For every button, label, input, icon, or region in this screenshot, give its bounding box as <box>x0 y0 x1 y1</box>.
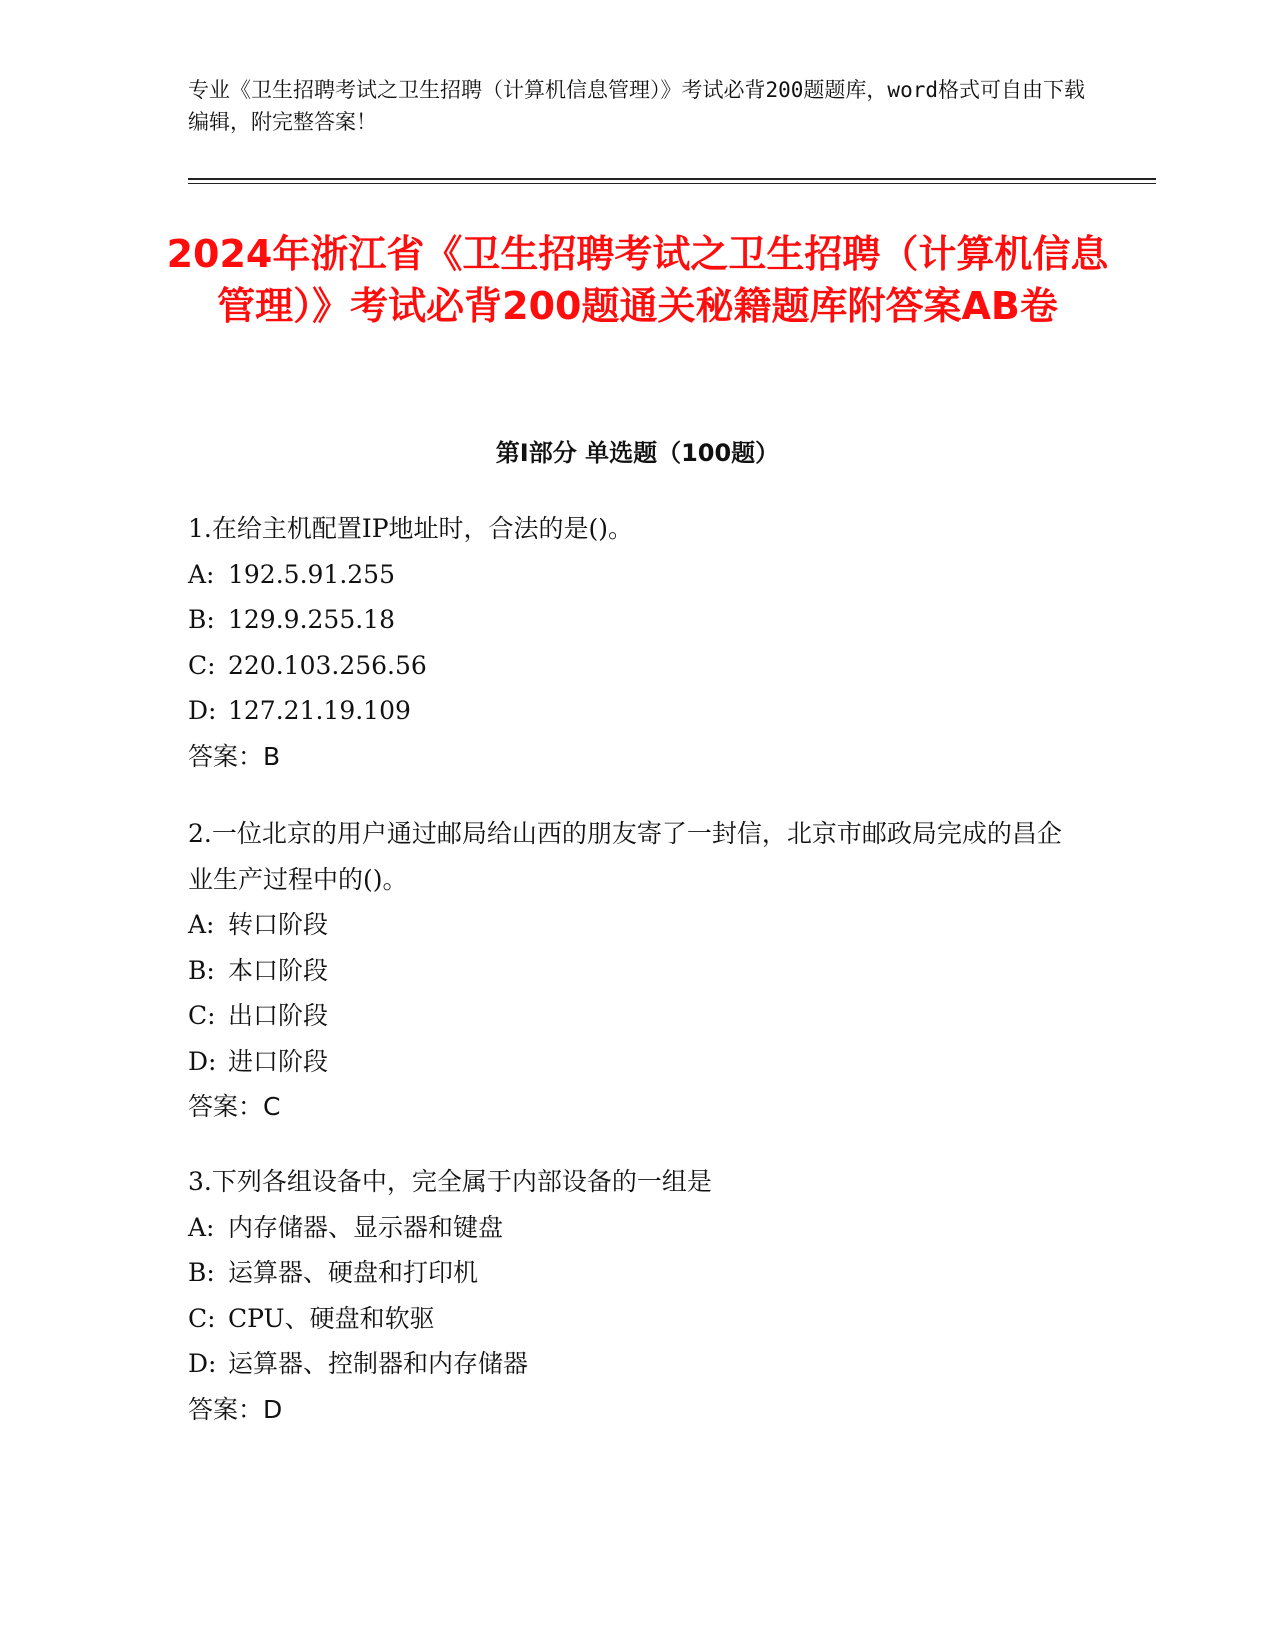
option-d <box>188 688 1068 734</box>
option-key: C: <box>188 650 216 680</box>
option-key: C: <box>188 1001 216 1030</box>
option-text: 220.103.256.56 <box>228 650 427 680</box>
option-text: 129.9.255.18 <box>228 605 395 634</box>
header-note: 专业《卫生招聘考试之卫生招聘（计算机信息管理）》考试必背200题题库，word格式可自由下载编辑，附完整答案！ <box>188 78 1085 134</box>
option-d <box>188 1341 1068 1387</box>
question-stem: 2.一位北京的用户通过邮局给山西的朋友寄了一封信，北京市邮政局完成的昌企业生产过程中的()。 <box>188 819 1062 894</box>
option-text: 本口阶段 <box>228 955 329 985</box>
answer-line: 答案：C <box>188 1092 281 1121</box>
question-1 <box>188 506 1068 779</box>
option-key: A: <box>188 910 215 939</box>
option-key: B: <box>188 1258 215 1287</box>
header-divider-thin <box>188 183 1156 184</box>
option-key: A: <box>188 1212 215 1242</box>
option-b <box>188 948 1068 994</box>
question-stem: 1.在给主机配置IP地址时，合法的是()。 <box>188 514 634 543</box>
option-key: B: <box>188 605 215 634</box>
option-a <box>188 552 1068 598</box>
question-2 <box>188 811 1068 1130</box>
option-c <box>188 643 1068 689</box>
option-text: 进口阶段 <box>228 1046 329 1076</box>
option-key: B: <box>188 955 215 985</box>
option-key: C: <box>188 1303 216 1333</box>
document-title: 2024年浙江省《卫生招聘考试之卫生招聘（计算机信息管理）》考试必背200题通关秘籍题库附答案AB卷 <box>166 232 1109 328</box>
answer-line: 答案：B <box>188 741 281 771</box>
option-text: 内存储器、显示器和键盘 <box>228 1212 504 1242</box>
option-text: 127.21.19.109 <box>228 696 411 725</box>
option-c <box>188 1296 1068 1342</box>
option-b <box>188 597 1068 643</box>
option-text: 转口阶段 <box>228 910 329 939</box>
question-stem: 3.下列各组设备中，完全属于内部设备的一组是 <box>188 1167 712 1196</box>
option-c <box>188 993 1068 1039</box>
option-text: 运算器、控制器和内存储器 <box>228 1349 529 1378</box>
option-a <box>188 902 1068 948</box>
option-text: CPU、硬盘和软驱 <box>228 1303 435 1333</box>
option-text: 192.5.91.255 <box>228 559 395 589</box>
option-key: D: <box>188 696 217 725</box>
option-key: D: <box>188 1046 217 1076</box>
option-key: A: <box>188 559 215 589</box>
option-text: 出口阶段 <box>228 1001 329 1030</box>
answer-line: 答案：D <box>188 1394 283 1424</box>
option-d <box>188 1039 1068 1085</box>
option-a <box>188 1205 1068 1251</box>
option-key: D: <box>188 1349 217 1378</box>
question-3 <box>188 1159 1068 1432</box>
section-title: 第I部分 单选题（100题） <box>495 439 780 467</box>
option-b <box>188 1250 1068 1296</box>
header-divider-thick <box>188 178 1156 180</box>
option-text: 运算器、硬盘和打印机 <box>228 1258 479 1287</box>
